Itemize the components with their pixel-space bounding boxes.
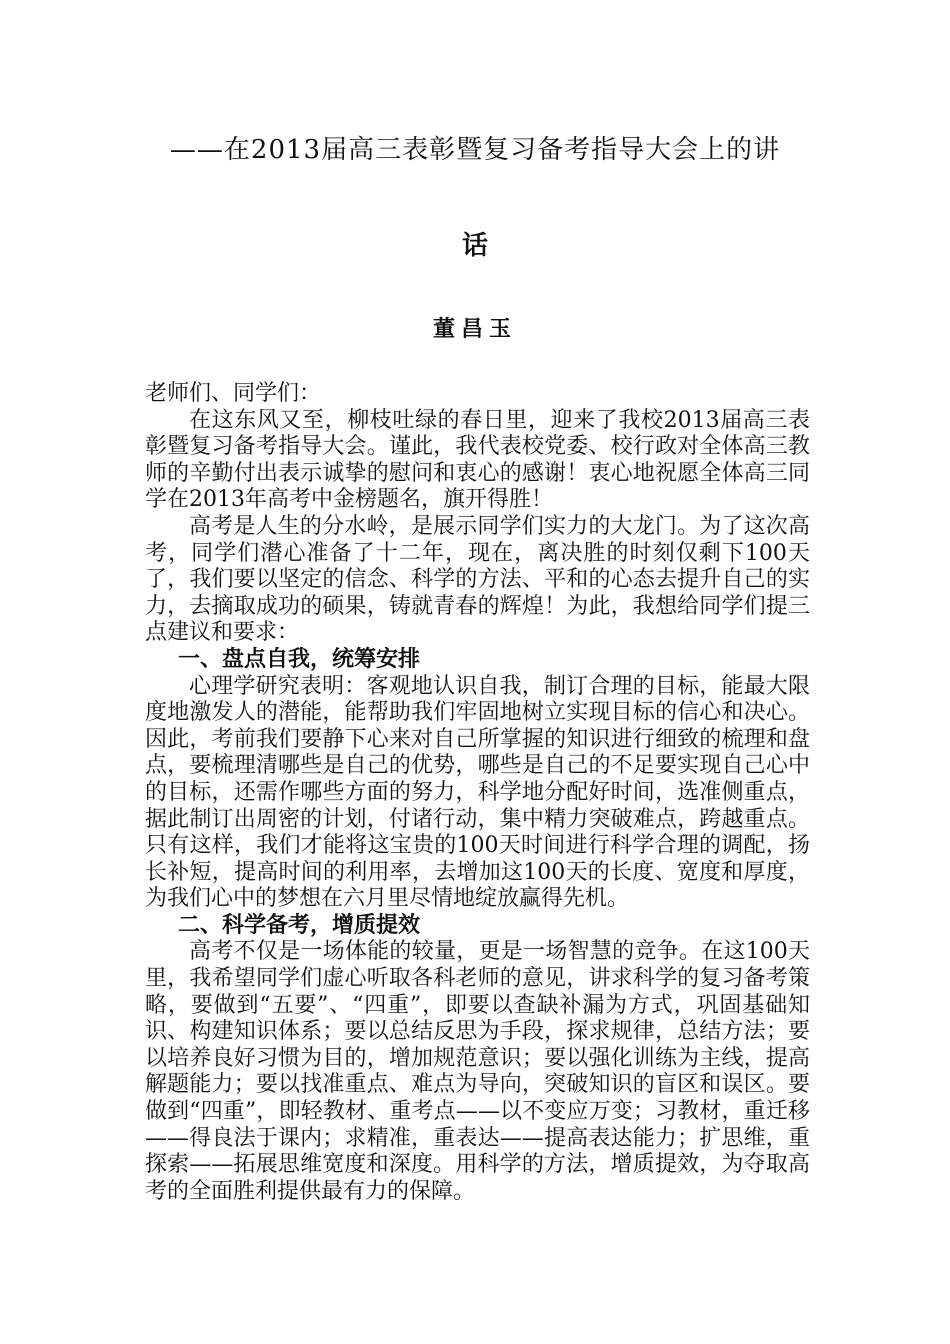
paragraph-intro: 高考是人生的分水岭，是展示同学们实力的大龙门。为了这次高考，同学们潜心准备了十二年，现在，离决胜的时刻仅剩下100天了，我们要以坚定的信念、科学的方法、平和的心态去提升自己的实力，去摘取成功的硕果，铸就青春的辉煌！为此，我想给同学们提三点建议和要求：	[145, 513, 810, 646]
paragraph-opening: 在这东风又至，柳枝吐绿的春日里，迎来了我校2013届高三表彰暨复习备考指导大会。谨此，我代表校党委、校行政对全体高三教师的辛勤付出表示诚挚的慰问和衷心的感谢！衷心地祝愿全体高三同学在2013年高考中金榜题名，旗开得胜！	[145, 407, 810, 513]
section-heading-2: 二、科学备考，增质提效	[178, 912, 421, 938]
author-name: 董昌玉	[432, 316, 517, 342]
salutation: 老师们、同学们：	[145, 381, 322, 406]
speech-subtitle-continued: 话	[461, 231, 488, 261]
paragraph-section-1: 心理学研究表明：客观地认识自我，制订合理的目标，能最大限度地激发人的潜能，能帮助我们牢固地树立实现目标的信心和决心。因此，考前我们要静下心来对自己所掌握的知识进行细致的梳理和盘点，要梳理清哪些是自己的优势，哪些是自己的不足要实现自己心中的目标，还需作哪些方面的努力，科学地分配好时间，选准侧重点，据此制订出周密的计划，付诸行动，集中精力突破难点，跨越重点。只有这样，我们才能将这宝贵的100天时间进行科学合理的调配，扬长补短，提高时间的利用率，去增加这100天的长度、宽度和厚度，为我们心中的梦想在六月里尽情地绽放赢得先机。	[145, 673, 810, 912]
paragraph-section-2: 高考不仅是一场体能的较量，更是一场智慧的竞争。在这100天里，我希望同学们虚心听取各科老师的意见，讲求科学的复习备考策略，要做到“五要”、“四重”，即要以查缺补漏为方式，巩固基础知识、构建知识体系；要以总结反思为手段，探求规律，总结方法；要以培养良好习惯为目的，增加规范意识；要以强化训练为主线，提高解题能力；要以找准重点、难点为导向，突破知识的盲区和误区。要做到“四重”，即轻教材、重考点——以不变应万变；习教材，重迁移——得良法于课内；求精准，重表达——提高表达能力；扩思维，重探索——拓展思维宽度和深度。用科学的方法，增质提效，为夺取高考的全面胜利提供最有力的保障。	[145, 939, 810, 1204]
section-heading-1: 一、盘点自我，统筹安排	[178, 646, 421, 672]
speech-subtitle: ——在2013届高三表彰暨复习备考指导大会上的讲	[169, 135, 781, 165]
speech-body	[145, 381, 810, 1205]
